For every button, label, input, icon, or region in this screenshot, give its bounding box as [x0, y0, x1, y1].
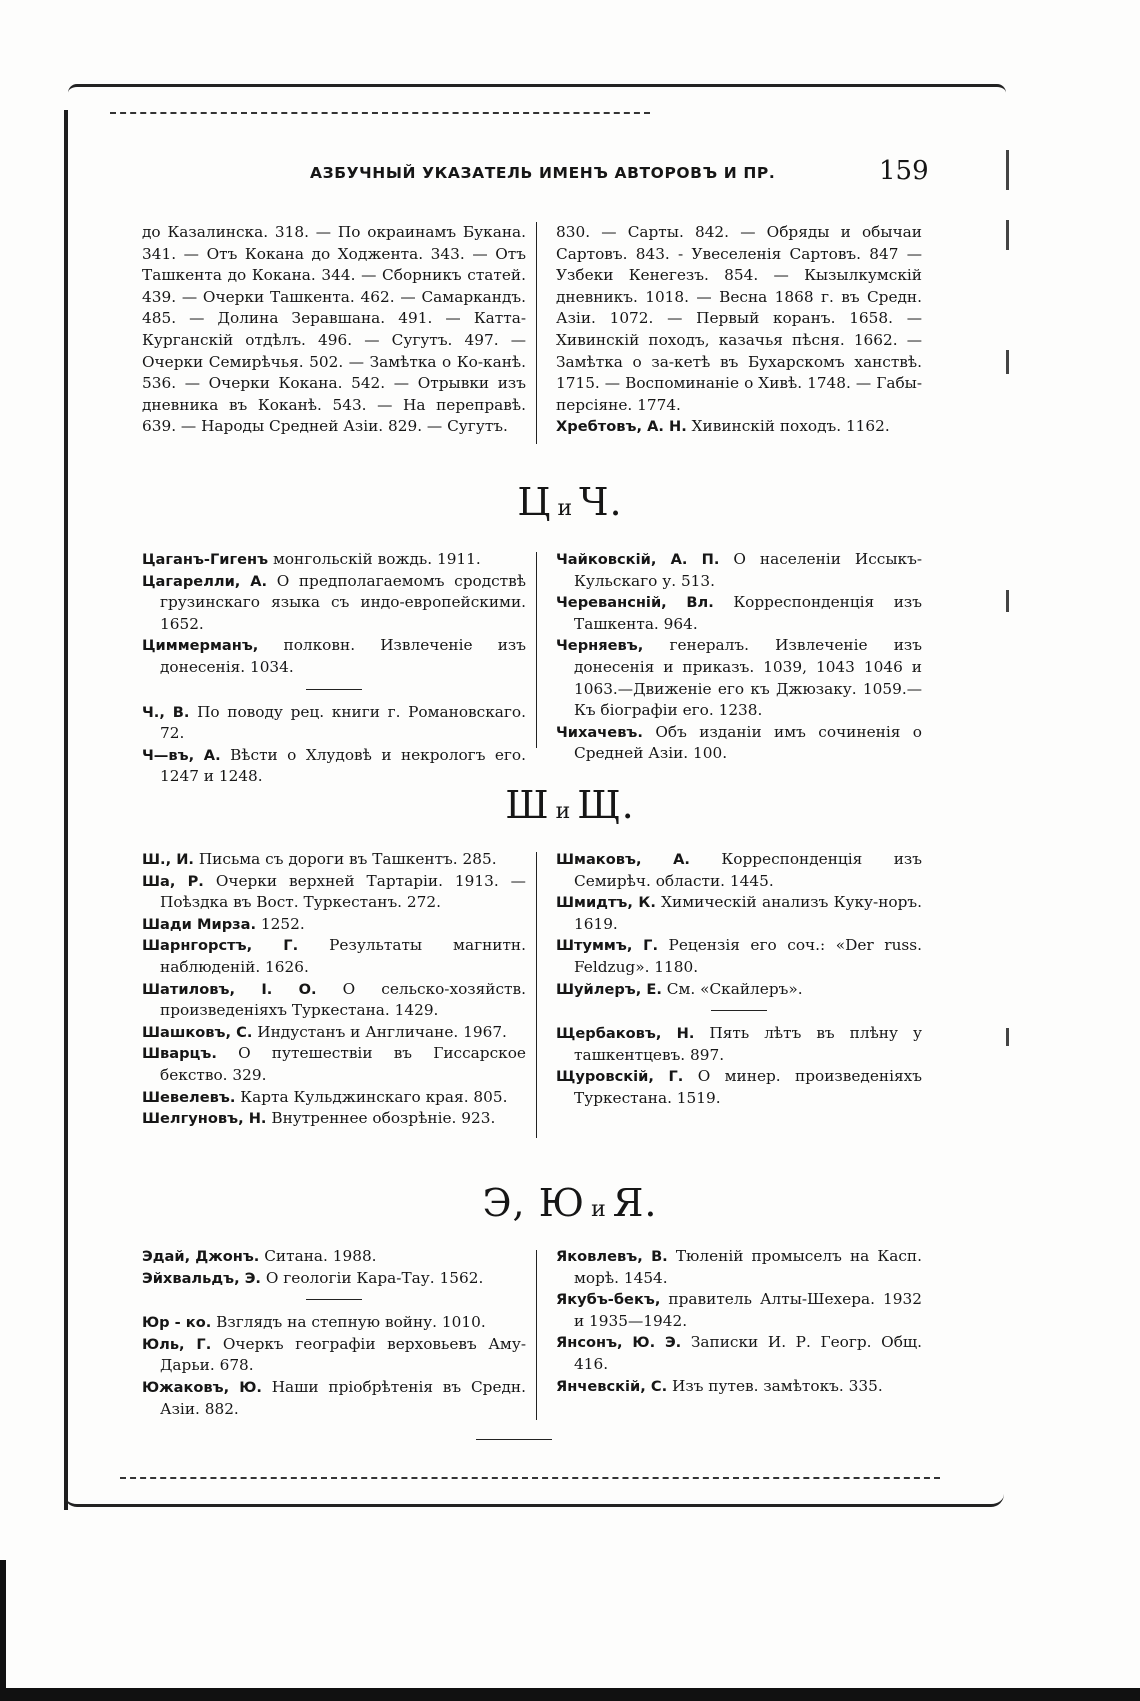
index-entry — [556, 592, 922, 635]
index-entry — [556, 1246, 922, 1289]
author-name: Ч., В. — [142, 703, 190, 721]
author-name: Цагарелли, А. — [142, 572, 268, 590]
author-name: Эйхвальдъ, Э. — [142, 1269, 261, 1287]
author-name: Шелгуновъ, Н. — [142, 1110, 267, 1128]
index-entry — [142, 745, 526, 788]
author-name: Южаковъ, Ю. — [142, 1378, 262, 1396]
heading-letter: Ш — [505, 783, 550, 827]
heading-letter: Э, Ю — [482, 1181, 586, 1225]
index-entry — [142, 1334, 526, 1377]
author-name: Циммерманъ, — [142, 637, 259, 655]
author-name: Шевелевъ. — [142, 1088, 236, 1106]
entry-text: Пять лѣтъ въ плѣну у ташкентцевъ. 897. — [574, 1024, 923, 1064]
author-name: Чихачевъ. — [556, 723, 643, 741]
author-name: Шатиловъ, І. О. — [142, 980, 317, 998]
closing-rule — [476, 1439, 552, 1440]
entry-text: Письма съ дороги въ Ташкентъ. 285. — [198, 850, 497, 868]
author-name: Щербаковъ, Н. — [556, 1025, 695, 1043]
section-right-column — [556, 849, 922, 1110]
scan-dashed-top-line — [110, 112, 650, 114]
section-left-column — [142, 549, 526, 788]
heading-letter: Ч. — [579, 480, 623, 524]
entry-text: О предполагаемомъ сродствѣ грузинскаго языка съ индо-европейскими. 1652. — [160, 571, 526, 633]
author-name: Эдай, Джонъ. — [142, 1248, 260, 1265]
heading-letter: Я. — [612, 1181, 658, 1225]
entry-text: 1252. — [260, 914, 305, 933]
index-entry — [142, 849, 526, 871]
index-entry — [556, 1023, 922, 1066]
entry-text: Вѣсти о Хлудовѣ и некрологъ его. 1247 и 1248. — [160, 745, 526, 786]
section-left-column — [142, 1246, 526, 1420]
author-name: Шашковъ, С. — [142, 1023, 253, 1041]
index-entry — [142, 1087, 526, 1109]
index-entry — [556, 722, 922, 765]
column-divider — [536, 1250, 537, 1420]
author-name: Яковлевъ, В. — [556, 1248, 668, 1265]
index-entry — [556, 635, 922, 721]
section-right-column — [556, 1246, 922, 1397]
author-name: Шади Мирза. — [142, 915, 257, 933]
scan-left-edge — [0, 1560, 6, 1701]
scan-frame-top — [68, 84, 1006, 93]
entry-text: Взглядъ на степную войну. 1010. — [216, 1313, 486, 1332]
entry-text: О геологіи Кара-Тау. 1562. — [265, 1268, 484, 1287]
scan-bottom-edge — [0, 1688, 1140, 1701]
heading-conjunction: и — [557, 496, 574, 521]
author-name: Шуйлеръ, Е. — [556, 980, 662, 998]
scan-frame-right-mark — [1006, 350, 1009, 374]
scan-frame-right-mark — [1006, 1028, 1009, 1046]
section-left-column — [142, 849, 526, 1130]
index-entry — [556, 416, 922, 438]
page-number: 159 — [879, 156, 929, 186]
section-heading — [0, 1181, 1140, 1225]
author-name: Ша, Р. — [142, 872, 204, 890]
entry-text: Очерки верхней Тартаріи. 1913. — Поѣздка въ Вост. Туркестанъ. 272. — [160, 871, 526, 912]
heading-letter: Ц — [517, 480, 552, 524]
entry-text: Карта Кульджинскаго края. 805. — [240, 1087, 508, 1106]
index-entry — [142, 1108, 526, 1130]
separator-rule — [711, 1010, 767, 1011]
author-name: Чайковскій, А. П. — [556, 551, 720, 568]
entry-text: Объ изданіи имъ сочиненія о Средней Азіи. 100. — [574, 722, 922, 763]
index-entry — [556, 549, 922, 592]
section-heading — [0, 783, 1140, 827]
entry-text: Результаты магнитн. наблюденій. 1626. — [160, 936, 526, 976]
author-name: Ш., И. — [142, 851, 194, 868]
index-entry — [556, 849, 922, 892]
index-entry — [556, 979, 922, 1001]
scan-frame-right-mark — [1006, 590, 1009, 612]
heading-conjunction: и — [555, 799, 572, 824]
entry-text: Внутреннее обозрѣніе. 923. — [271, 1109, 496, 1128]
index-entry — [142, 1246, 526, 1268]
entry-text: Корреспонденція изъ Ташкента. 964. — [574, 593, 922, 633]
author-name: Шварцъ. — [142, 1045, 217, 1063]
author-name: Юр - ко. — [142, 1314, 212, 1332]
entry-text: правитель Алты-Шехера. 1932 и 1935—1942. — [574, 1290, 922, 1330]
column-divider — [536, 552, 537, 748]
index-entry — [142, 1268, 526, 1290]
heading-conjunction: и — [591, 1197, 607, 1222]
index-entry — [556, 1332, 922, 1375]
index-entry — [142, 571, 526, 636]
entry-text: Корреспонденція изъ Семирѣч. области. 1445. — [574, 850, 922, 890]
index-entry — [142, 871, 526, 914]
author-name: Щуровскій, Г. — [556, 1068, 684, 1086]
scan-dashed-bottom-line — [120, 1477, 940, 1479]
index-entry — [142, 1312, 526, 1334]
entry-text: Хивинскій походъ. 1162. — [691, 417, 890, 436]
index-entry — [556, 892, 922, 935]
index-entry — [142, 914, 526, 936]
continuation-right-column — [556, 222, 922, 438]
scan-frame-right-mark — [1006, 220, 1009, 250]
separator-rule — [306, 1299, 362, 1300]
continuation-text: 830. — Сарты. 842. — Обряды и обычаи Сартовъ. 843. - Увеселенія Сартовъ. 847 — Узбеки Кенегезъ. 854. — Кызылкумскій дневникъ. 1018. — Весна 1868 г. въ Средн. Азіи. 1072. — Первый коранъ. 1658. — Хивинскій походъ, казачья пѣсня. 1662. — Замѣтка о за-кетѣ въ Бухарскомъ ханствѣ. 1715. — Воспоминаніе о Хивѣ. 1748. — Габы-персіяне. 1774. — [556, 223, 922, 414]
author-name: Черевансній, Вл. — [556, 594, 714, 612]
index-entry — [142, 549, 526, 571]
separator-rule — [306, 689, 362, 690]
entry-text: О сельско-хозяйств. произведеніяхъ Туркестана. 1429. — [160, 979, 526, 1020]
index-entry — [142, 635, 526, 678]
continuation-text: до Казалинска. 318. — По окраинамъ Букана. 341. — Отъ Кокана до Ходжента. 343. — Отъ Ташкента до Кокана. 344. — Сборникъ статей. 439. — Очерки Ташкента. 462. — Самаркандъ. 485. — Долина Зеравшана. 491. — Катта-Курганскій отдѣлъ. 496. — Сугутъ. 497. — Очерки Семирѣчья. 502. — Замѣтка о Ко-канѣ. 536. — Очерки Кокана. 542. — Отрывки изъ дневника въ Коканѣ. 543. — На переправѣ. 639. — Народы Средней Азіи. 829. — Сугутъ. — [142, 223, 526, 436]
entry-text: См. «Скайлеръ». — [666, 979, 803, 998]
author-name: Штуммъ, Г. — [556, 937, 658, 955]
column-divider — [536, 222, 537, 444]
column-divider — [536, 852, 537, 1138]
continuation-left-column — [142, 222, 526, 438]
entry-text: генералъ. Извлеченіе изъ донесенія и приказъ. 1039, 1043 1046 и 1063.—Движеніе его къ Джюзаку. 1059.—Къ біографіи его. 1238. — [574, 636, 922, 720]
section-heading — [0, 480, 1140, 524]
author-name: Ч—въ, А. — [142, 746, 221, 764]
entry-text: О минер. произведеніяхъ Туркестана. 1519. — [574, 1067, 922, 1107]
author-name: Юль, Г. — [142, 1335, 212, 1353]
index-entry — [142, 702, 526, 745]
entry-text: Тюленій промыселъ на Касп. морѣ. 1454. — [574, 1247, 922, 1287]
entry-text: Наши пріобрѣтенія въ Средн. Азіи. 882. — [160, 1377, 526, 1418]
index-entry — [556, 1376, 922, 1398]
scan-frame-bottom — [64, 1494, 1004, 1507]
entry-text: Изъ путев. замѣтокъ. 335. — [672, 1376, 883, 1395]
entry-text: Ситана. 1988. — [264, 1247, 377, 1265]
entry-text: По поводу рец. книги г. Романовскаго. 72. — [160, 702, 526, 743]
running-head: АЗБУЧНЫЙ УКАЗАТЕЛЬ ИМЕНЪ АВТОРОВЪ И ПР. — [310, 164, 776, 182]
entry-text: Химическій анализъ Куку-норъ. 1619. — [574, 893, 922, 933]
author-name: Янчевскій, С. — [556, 1377, 668, 1395]
entry-text: О путешествіи въ Гиссарское бекство. 329. — [160, 1044, 526, 1084]
author-name: Янсонъ, Ю. Э. — [556, 1334, 682, 1352]
entry-text: Рецензія его соч.: «Der russ. Feldzug». 1180. — [574, 936, 922, 976]
entry-text: Индустанъ и Англичане. 1967. — [257, 1022, 507, 1041]
author-name: Шарнгорстъ, Г. — [142, 937, 299, 955]
author-name: Черняевъ, — [556, 637, 644, 655]
entry-text: полковн. Извлеченіе изъ донесенія. 1034. — [160, 636, 526, 676]
entry-text: О населеніи Иссыкъ-Кульскаго у. 513. — [574, 550, 922, 590]
author-name: Якубъ-бекъ, — [556, 1291, 661, 1309]
index-entry — [142, 1022, 526, 1044]
index-entry — [142, 1043, 526, 1086]
index-entry — [142, 979, 526, 1022]
author-name: Шмидтъ, К. — [556, 894, 656, 912]
index-entry — [556, 1289, 922, 1332]
index-entry — [142, 1377, 526, 1420]
entry-text: монгольскій вождь. 1911. — [272, 550, 481, 568]
author-name: Цаганъ-Гигенъ — [142, 551, 269, 568]
index-entry — [556, 935, 922, 978]
index-entry — [142, 935, 526, 978]
author-name: Хребтовъ, А. Н. — [556, 418, 687, 436]
index-entry — [556, 1066, 922, 1109]
heading-letter: Щ. — [577, 783, 635, 827]
entry-text: Записки И. Р. Геогр. Общ. 416. — [574, 1333, 922, 1373]
section-right-column — [556, 549, 922, 765]
entry-text: Очеркъ географіи верховьевъ Аму-Дарьи. 678. — [160, 1334, 526, 1375]
scan-frame-right-mark — [1006, 150, 1009, 190]
author-name: Шмаковъ, А. — [556, 851, 690, 868]
